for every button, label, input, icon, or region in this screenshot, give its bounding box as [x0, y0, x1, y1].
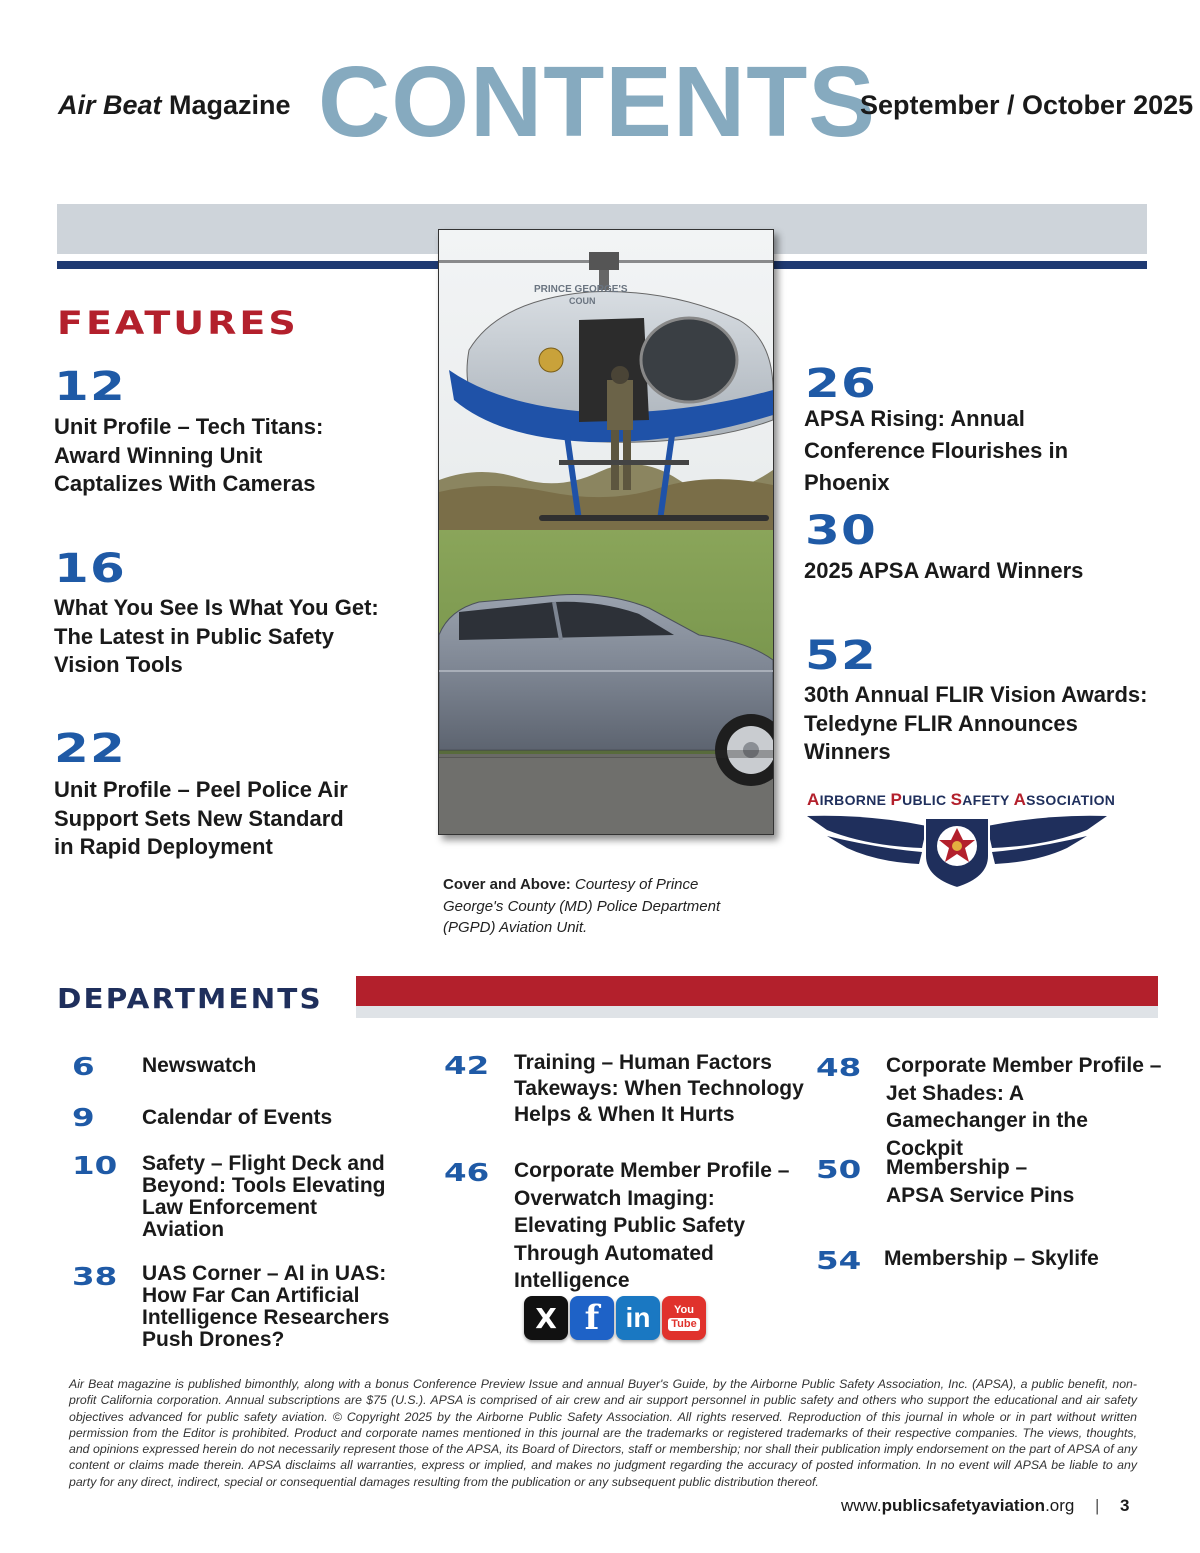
photo-caption: Cover and Above: Courtesy of Prince George's County (MD) Police Department (PGPD) Aviation Unit.: [443, 876, 721, 936]
feature-title[interactable]: 30th Annual FLIR Vision Awards: Teledyne FLIR Announces Winners: [804, 682, 1148, 764]
cover-photo: [438, 229, 774, 835]
social-icons: [524, 1296, 708, 1342]
department-page-number: 48: [816, 1053, 862, 1082]
department-page-number: 38: [72, 1262, 118, 1291]
feature-page-number: 26: [805, 361, 878, 407]
footer-separator: |: [1095, 1496, 1100, 1515]
department-title[interactable]: Safety – Flight Deck and Beyond: Tools Elevating Law Enforcement Aviation: [142, 1152, 386, 1241]
feature-item[interactable]: [54, 364, 127, 410]
apsa-wings-logo-icon: [807, 808, 1107, 890]
youtube-icon[interactable]: You Tube: [662, 1296, 706, 1340]
feature-item[interactable]: [805, 633, 878, 679]
department-title[interactable]: Corporate Member Profile – Jet Shades: A Gamechanger in the Cockpit: [886, 1054, 1162, 1160]
departments-red-bar: [356, 976, 1158, 1006]
departments-heading: DEPARTMENTS: [57, 982, 323, 1015]
department-title[interactable]: Newswatch: [142, 1054, 257, 1077]
department-page-number: 54: [816, 1246, 862, 1275]
features-heading: FEATURES: [57, 304, 299, 342]
feature-item[interactable]: [805, 508, 878, 554]
feature-page-number: 52: [805, 633, 878, 679]
department-title[interactable]: Training – Human Factors Takeways: When Technology Helps & When It Hurts: [514, 1051, 804, 1126]
feature-title[interactable]: APSA Rising: Annual Conference Flourishes in Phoenix: [804, 406, 1069, 495]
department-page-number: 50: [816, 1155, 862, 1184]
page-title: CONTENTS: [318, 46, 876, 158]
department-page-number: 46: [444, 1158, 490, 1187]
feature-item[interactable]: [54, 546, 127, 592]
apsa-logo-name: AIRBORNE PUBLIC SAFETY ASSOCIATION: [807, 790, 1116, 809]
publisher-disclaimer: Air Beat magazine is published bimonthly, along with a bonus Conference Preview Issue and annual Buyer's Guide, by the Airborne Public Safety Association, Inc. (APSA), a public benefit, non-profit California corporation. Annual subscriptions are $75 (U.S.). APSA is comprised of air crew and air support personnel in public safety and others who support the educational and air safety objectives advanced for public safety aviation. © Copyright 2025 by the Airborne Public Safety Association. All rights reserved. Reproduction of this journal in whole or in part without written permission from the Editor is prohibited. Product and corporate names mentioned in this journal are the trademarks or registered trademarks of their respective companies. The views, thoughts, and opinions expressed herein do not necessarily represent those of the APSA, its Board of Directors, staff or membership; nor shall their publication imply endorsement on the part of APSA of any content or claims made therein. APSA disclaims all warranties, express or implied, and makes no judgment regarding the accuracy of posted information. In no event will APSA be liable to any party for any direct, indirect, special or consequential damages resulting from the publication or any subsequent public distribution thereof.: [69, 1377, 1137, 1489]
department-page-number: 42: [444, 1051, 490, 1080]
feature-page-number: 22: [54, 726, 127, 772]
x-icon[interactable]: X: [524, 1296, 568, 1340]
helicopter-car-illustration: [439, 230, 773, 834]
magazine-name: Air Beat Magazine: [58, 90, 291, 120]
feature-title[interactable]: Unit Profile – Tech Titans: Award Winning Unit Captalizes With Cameras: [54, 414, 324, 496]
department-title[interactable]: Membership – Skylife: [884, 1247, 1099, 1270]
helicopter-label: PRINCE GEORGE'S: [534, 284, 628, 295]
departments-gray-bar: [356, 1006, 1158, 1018]
feature-item[interactable]: [805, 361, 878, 407]
facebook-icon[interactable]: f: [570, 1296, 614, 1340]
department-title[interactable]: Calendar of Events: [142, 1106, 333, 1129]
department-page-number: 10: [72, 1151, 118, 1180]
feature-item[interactable]: [54, 726, 127, 772]
feature-page-number: 30: [805, 508, 878, 554]
linkedin-icon[interactable]: in: [616, 1296, 660, 1340]
department-page-number: 6: [72, 1052, 95, 1081]
feature-page-number: 16: [54, 546, 127, 592]
feature-title[interactable]: What You See Is What You Get: The Latest in Public Safety Vision Tools: [54, 595, 379, 677]
feature-title[interactable]: Unit Profile – Peel Police Air Support Sets New Standard in Rapid Deployment: [54, 777, 348, 859]
department-title[interactable]: UAS Corner – AI in UAS: How Far Can Artificial Intelligence Researchers Push Drones?: [142, 1262, 390, 1351]
feature-title[interactable]: 2025 APSA Award Winners: [804, 558, 1084, 583]
helicopter-label-2: COUN: [569, 296, 596, 306]
department-title[interactable]: Membership – APSA Service Pins: [886, 1156, 1075, 1207]
page-number: 3: [1120, 1496, 1130, 1515]
issue-date: September / October 2025: [860, 90, 1194, 120]
footer-website-link[interactable]: www.publicsafetyaviation.org: [841, 1496, 1075, 1515]
department-title[interactable]: Corporate Member Profile – Overwatch Imaging: Elevating Public Safety Through Automated Intelligence: [514, 1159, 790, 1292]
feature-page-number: 12: [54, 364, 127, 410]
department-page-number: 9: [72, 1103, 95, 1132]
